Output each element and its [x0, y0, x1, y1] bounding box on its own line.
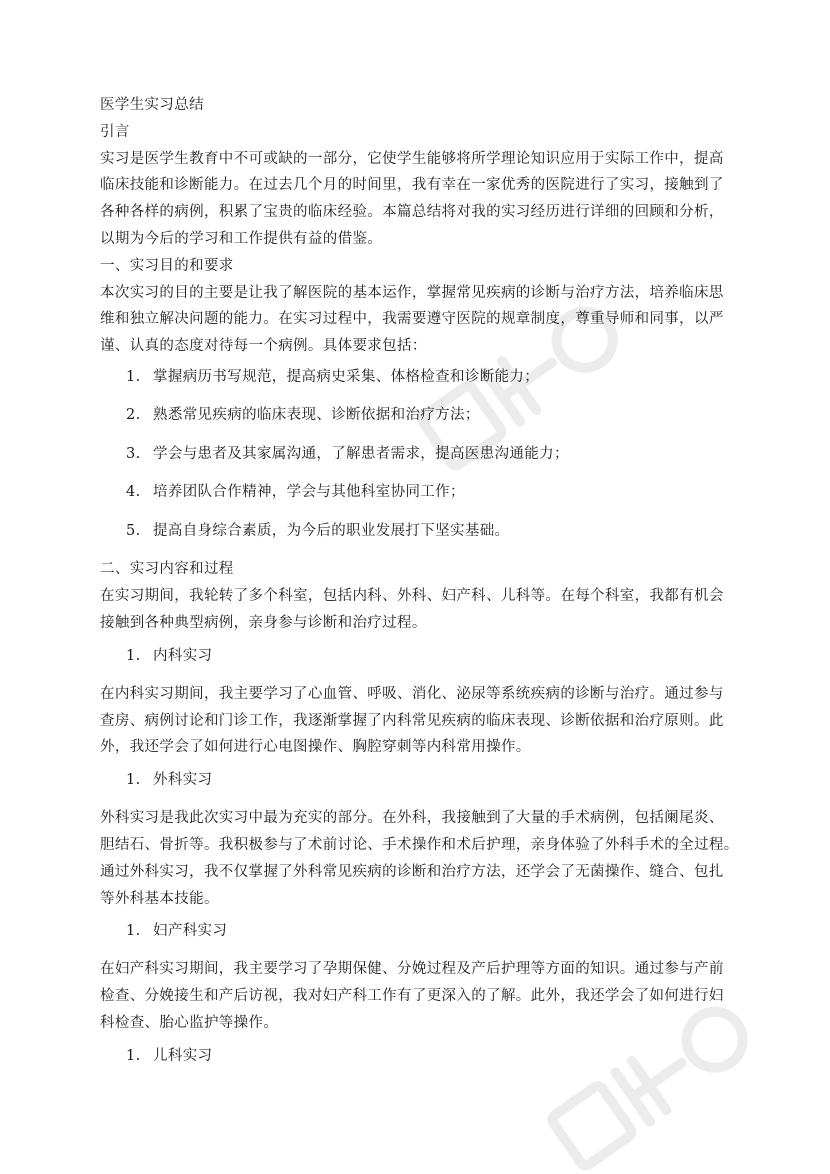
subsection-title: 内科实习 — [153, 647, 213, 664]
paragraph-line: 在实习期间，我轮转了多个科室，包括内科、外科、妇产科、儿科等。在每个科室，我都有机会 — [100, 588, 724, 605]
obstetrics-paragraph — [100, 956, 740, 1036]
paragraph-line: 胆结石、骨折等。我积极参与了术前讨论、手术操作和术后护理，亲身体验了外科手术的全过程。 — [100, 837, 739, 854]
paragraph-line: 等外科基本技能。 — [100, 890, 219, 907]
requirements-list — [100, 364, 740, 557]
list-number: 5. — [126, 522, 141, 539]
internal-medicine-paragraph — [100, 681, 740, 761]
list-number: 3. — [126, 445, 141, 462]
list-text: 培养团队合作精神，学会与其他科室协同工作； — [153, 484, 465, 501]
list-number: 1. — [126, 1047, 141, 1064]
list-item — [100, 364, 740, 403]
paragraph-line: 外科实习是我此次实习中最为充实的部分。在外科，我接触到了大量的手术病例，包括阑尾炎、 — [100, 810, 724, 827]
list-text: 熟悉常见疾病的临床表现、诊断依据和治疗方法； — [153, 407, 480, 424]
paragraph-line: 维和独立解决问题的能力。在实习过程中，我需要遵守医院的规章制度，尊重导师和同事，以严 — [100, 311, 724, 328]
paragraph-line: 查房、病例讨论和门诊工作，我逐渐掌握了内科常见疾病的临床表现、诊断依据和治疗原则。此 — [100, 712, 724, 729]
subsection-title: 儿科实习 — [153, 1047, 213, 1064]
paragraph-line: 临床技能和诊断能力。在过去几个月的时间里，我有幸在一家优秀的医院进行了实习，接触到了 — [100, 177, 724, 194]
section1-paragraph — [100, 280, 740, 360]
paragraph-line: 本次实习的目的主要是让我了解医院的基本运作，掌握常见疾病的诊断与治疗方法，培养临床思 — [100, 284, 724, 301]
list-text: 提高自身综合素质，为今后的职业发展打下坚实基础。 — [153, 522, 510, 539]
subsection-heading-obstetrics — [100, 918, 740, 956]
list-item — [100, 441, 740, 480]
intro-paragraph — [100, 146, 740, 253]
list-text: 掌握病历书写规范，提高病史采集、体格检查和诊断能力； — [153, 368, 540, 385]
paragraph-line: 科检查、胎心监护等操作。 — [100, 1015, 279, 1032]
paragraph-line: 在内科实习期间，我主要学习了心血管、呼吸、消化、泌尿等系统疾病的诊断与治疗。通过参与 — [100, 685, 724, 702]
subsection-heading-internal-medicine — [100, 643, 740, 681]
subsection-heading-pediatrics — [100, 1043, 740, 1081]
document-title: 医学生实习总结 — [100, 97, 204, 113]
intro-heading: 引言 — [100, 123, 130, 140]
list-number: 2. — [126, 407, 141, 424]
paragraph-line: 各种各样的病例，积累了宝贵的临床经验。本篇总结将对我的实习经历进行详细的回顾和分析， — [100, 204, 724, 221]
paragraph-line: 检查、分娩接生和产后访视，我对妇产科工作有了更深入的了解。此外，我还学会了如何进行妇 — [100, 988, 724, 1005]
paragraph-line: 实习是医学生教育中不可或缺的一部分，它使学生能够将所学理论知识应用于实际工作中，提高 — [100, 150, 724, 167]
surgery-paragraph — [100, 805, 740, 912]
list-number: 1. — [126, 772, 141, 789]
subsection-title: 妇产科实习 — [153, 923, 228, 940]
paragraph-line: 接触到各种典型病例，亲身参与诊断和治疗过程。 — [100, 615, 427, 632]
paragraph-line: 以期为今后的学习和工作提供有益的借鉴。 — [100, 230, 383, 247]
paragraph-line: 外，我还学会了如何进行心电图操作、胸腔穿刺等内科常用操作。 — [100, 739, 531, 756]
list-number: 1. — [126, 923, 141, 940]
list-number: 1. — [126, 647, 141, 664]
list-item — [100, 518, 740, 557]
list-number: 4. — [126, 484, 141, 501]
paragraph-line: 在妇产科实习期间，我主要学习了孕期保健、分娩过程及产后护理等方面的知识。通过参与产前 — [100, 961, 724, 978]
section-heading-1: 一、实习目的和要求 — [100, 257, 234, 274]
section-heading-2: 二、实习内容和过程 — [100, 561, 234, 578]
list-item — [100, 479, 740, 518]
list-item — [100, 402, 740, 441]
paragraph-line: 通过外科实习，我不仅掌握了外科常见疾病的诊断和治疗方法，还学会了无菌操作、缝合、包扎 — [100, 863, 724, 880]
subsection-title: 外科实习 — [153, 772, 213, 789]
document-page — [100, 92, 740, 1081]
paragraph-line: 谨、认真的态度对待每一个病例。具体要求包括： — [100, 338, 427, 355]
list-text: 学会与患者及其家属沟通，了解患者需求，提高医患沟通能力； — [153, 445, 569, 462]
section2-paragraph — [100, 583, 740, 637]
list-number: 1. — [126, 368, 141, 385]
subsection-heading-surgery — [100, 767, 740, 805]
